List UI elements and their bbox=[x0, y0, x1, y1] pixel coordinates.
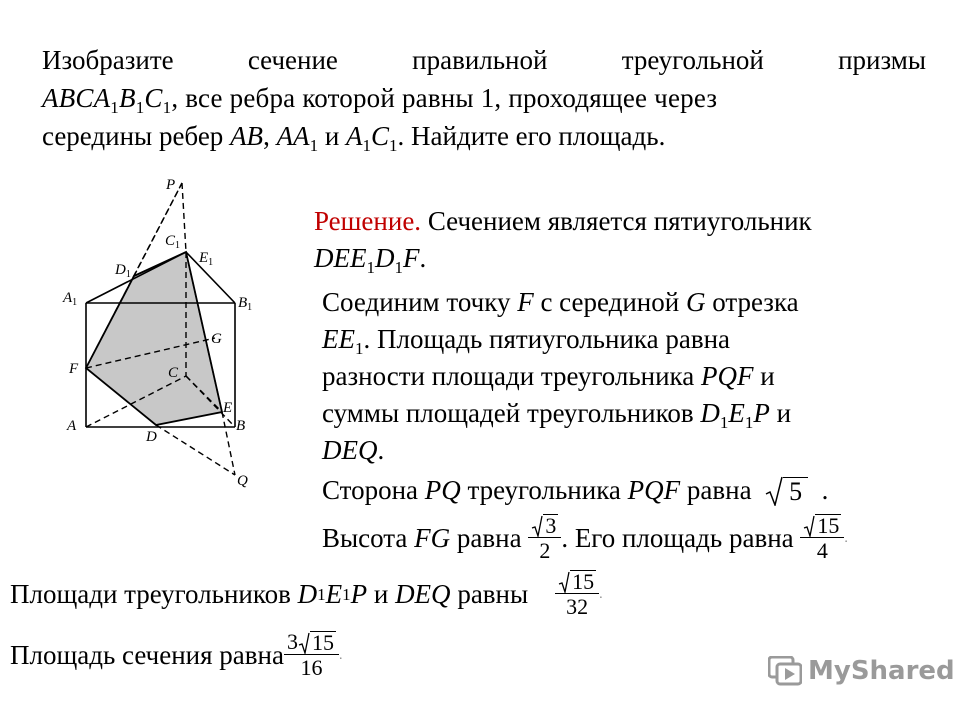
label-A: A bbox=[67, 418, 77, 434]
prism-figure bbox=[55, 170, 285, 500]
para-line-3: разности площади треугольника PQF и bbox=[322, 361, 775, 391]
label-D: D bbox=[146, 429, 157, 445]
problem-line-3: середины ребер AB, $AA_1$ и $A_1C_1$. Найдите его площадь. bbox=[42, 121, 666, 155]
para-line-2: $EE_1$. Площадь пятиугольника равна bbox=[322, 324, 731, 358]
myshared-logo: MyShared bbox=[768, 656, 955, 686]
solution-line-2: $DEE_1D_1F$. bbox=[314, 243, 427, 277]
label-A1: $A_1$ bbox=[63, 290, 78, 308]
problem-line-2: $ABCA_1B_1C_1$, все ребра которой равны 1, проходящее через bbox=[42, 83, 718, 117]
label-C1: $C_1$ bbox=[165, 233, 181, 251]
label-P: P bbox=[166, 177, 176, 193]
label-E1: $E_1$ bbox=[199, 250, 214, 268]
label-B1: $B_1$ bbox=[238, 295, 253, 313]
label-C: C bbox=[168, 365, 179, 381]
label-B: B bbox=[236, 418, 246, 434]
logo-icon bbox=[768, 656, 802, 686]
height-line: Высота FG равна $\frac{3}{2}$ . Его площадь равна $\frac{15}{4}$ . bbox=[322, 513, 848, 563]
frac-sqrt15-over-32: $\frac{15}{32}$ bbox=[555, 570, 599, 619]
solution-line-1: Решение. Сечением является пятиугольник bbox=[314, 206, 812, 236]
frac-3sqrt15-over-16: 3 15 16 bbox=[284, 630, 339, 680]
side-line: Сторона PQ треугольника PQF равна 5 . bbox=[322, 475, 829, 506]
label-F: F bbox=[69, 361, 79, 377]
label-D1: $D_1$ bbox=[115, 262, 131, 280]
frac-sqrt3-over-2: $\frac{3}{2}$ bbox=[528, 514, 561, 563]
section-polygon bbox=[86, 252, 222, 425]
para-line-1: Соединим точку F с серединой G отрезка bbox=[322, 287, 799, 317]
section-area-line: Площадь сечения равна 3 15 16 . bbox=[10, 629, 343, 680]
frac-sqrt15-over-4: $\frac{15}{4}$ bbox=[800, 514, 844, 563]
label-Q: Q bbox=[237, 473, 248, 489]
label-E: E bbox=[223, 400, 233, 416]
para-line-4: суммы площадей треугольников $D_1E_1P$ и bbox=[322, 398, 792, 432]
triangles-areas-line: Площади треугольников D 1 E 1 P и DEQ равны $\frac{15}{32}$ . bbox=[10, 569, 603, 619]
sqrt-5: 5 bbox=[765, 476, 808, 506]
problem-line-1: Изобразите сечение правильной треугольной призмы bbox=[42, 45, 926, 75]
para-line-5: DEQ. bbox=[322, 435, 385, 465]
label-G: G bbox=[211, 331, 222, 347]
